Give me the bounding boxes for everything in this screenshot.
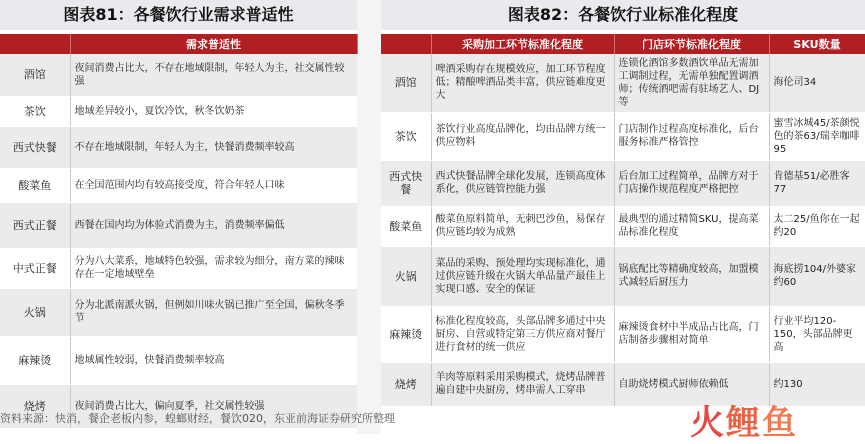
table-row — [0, 248, 357, 288]
demand-header-blank — [0, 34, 70, 54]
table-row — [0, 168, 357, 202]
category-cell: 酒馆 — [0, 54, 70, 96]
category-cell: 酸菜鱼 — [381, 206, 431, 246]
procurement-cell: 酸菜鱼原料简单，无刺巴沙鱼，易保存供应链均较为成熟 — [431, 206, 614, 246]
watermark-char: 鲤 — [726, 403, 762, 443]
category-cell: 西式快餐 — [0, 126, 70, 168]
sku-cell: 蜜雪冰城45/茶颜悦色的茶63/瑞幸咖啡95 — [769, 112, 865, 160]
watermark-logo — [690, 395, 798, 444]
procurement-cell: 啤酒采购存在规模效应，加工环节程度低；精酿啤酒品类丰富，供应链难度更大 — [431, 54, 614, 112]
standardization-table — [381, 34, 865, 407]
procurement-cell: 菜品的采购、预处理均实现标准化，通过供应链升级在火锅大单品量产最佳上实现口感、安全的保证 — [431, 246, 614, 306]
demand-header-label: 需求普适性 — [70, 34, 357, 54]
watermark-char: 火 — [690, 403, 726, 443]
right-figure-title: 图表82：各餐饮行业标准化程度 — [381, 0, 865, 30]
store-cell: 最典型的通过精简SKU，提高菜品标准化程度 — [614, 206, 769, 246]
std-header-sku: SKU数量 — [769, 34, 865, 54]
std-header-procurement: 采购加工环节标准化程度 — [431, 34, 614, 54]
table-row — [381, 160, 865, 206]
category-cell: 烧烤 — [381, 362, 431, 406]
category-cell: 茶饮 — [0, 96, 70, 126]
table-row — [381, 246, 865, 306]
procurement-cell: 西式快餐品牌全球化发展，连锁高度体系化，供应链管控能力强 — [431, 160, 614, 206]
procurement-cell: 茶饮行业高度品牌化，均由品牌方统一供应物料 — [431, 112, 614, 160]
table-row — [0, 126, 357, 168]
category-cell: 西式快餐 — [381, 160, 431, 206]
table-row — [0, 96, 357, 126]
standardization-table-header — [381, 34, 865, 54]
store-cell: 后台加工过程简单，品牌方对于门店操作规范程度严格把控 — [614, 160, 769, 206]
sku-cell: 海底捞104/外婆家约60 — [769, 246, 865, 306]
table-row — [381, 54, 865, 112]
demand-cell: 西餐在国内均为体验式消费为主，消费频率偏低 — [70, 202, 357, 248]
demand-cell: 夜间消费占比大，不存在地域限制，年轻人为主，社交属性较强 — [70, 54, 357, 96]
category-cell: 酒馆 — [381, 54, 431, 112]
table-row — [381, 306, 865, 362]
page-gutter — [357, 0, 381, 434]
table-row — [0, 336, 357, 384]
category-cell: 西式正餐 — [0, 202, 70, 248]
table-row — [0, 202, 357, 248]
demand-table — [0, 34, 358, 429]
category-cell: 烧烤 — [0, 384, 70, 428]
category-cell: 中式正餐 — [0, 248, 70, 288]
table-row — [381, 112, 865, 160]
left-figure-title: 图表81：各餐饮行业需求普适性 — [0, 0, 357, 30]
demand-cell: 夜间消费占比大，偏向夏季，社交属性较强 — [70, 384, 357, 428]
procurement-cell: 羊肉等原料采用采购模式，烧烤品牌普遍自建中央厨房，烤串需人工穿串 — [431, 362, 614, 406]
table-row — [381, 206, 865, 246]
demand-cell: 地域差异较小，夏饮冷饮，秋冬饮奶茶 — [70, 96, 357, 126]
source-note: 资料来源：快消，餐企老板内参，蝗螂财经，餐饮020，东亚前海证券研究所整理 — [0, 412, 395, 425]
category-cell: 酸菜鱼 — [0, 168, 70, 202]
store-cell: 锅底配比等精确度较高，加盟模式减轻后厨压力 — [614, 246, 769, 306]
table-row — [0, 54, 357, 96]
store-cell: 连锁化酒馆多数酒饮单品无需加工调制过程，无需单独配置调酒师；传统酒吧需有驻场艺人、DJ等 — [614, 54, 769, 112]
demand-cell: 在全国范围内均有较高接受度，符合年轻人口味 — [70, 168, 357, 202]
demand-cell: 分为八大菜系，地域特色较强，需求较为细分，南方菜的辣味存在一定地域壁垒 — [70, 248, 357, 288]
store-cell: 门店制作过程高度标准化，后台服务标准严格管控 — [614, 112, 769, 160]
sku-cell: 肯德基51/必胜客77 — [769, 160, 865, 206]
sku-cell: 太二25/鱼你在一起约20 — [769, 206, 865, 246]
sku-cell: 约130 — [769, 362, 865, 406]
sku-cell: 行业平均120-150，头部品牌更高 — [769, 306, 865, 362]
std-header-blank — [381, 34, 431, 54]
category-cell: 火锅 — [0, 288, 70, 336]
demand-cell: 不存在地域限制，年轻人为主，快餐消费频率较高 — [70, 126, 357, 168]
procurement-cell: 标准化程度较高，头部品牌多通过中央厨房、自营或特定第三方供应商对餐厅进行食材的统一供应 — [431, 306, 614, 362]
demand-table-header — [0, 34, 357, 54]
watermark-char: 鱼 — [762, 403, 798, 443]
category-cell: 麻辣烫 — [0, 336, 70, 384]
std-header-store: 门店环节标准化程度 — [614, 34, 769, 54]
category-cell: 茶饮 — [381, 112, 431, 160]
table-row — [0, 288, 357, 336]
sku-cell: 海伦司34 — [769, 54, 865, 112]
store-cell: 麻辣烫食材中半成品占比高，门店制备步骤相对简单 — [614, 306, 769, 362]
category-cell: 火锅 — [381, 246, 431, 306]
store-cell: 自助烧烤模式厨师依赖低 — [614, 362, 769, 406]
demand-cell: 分为北派南派火锅，但例如川味火锅已推广至全国，偏秋冬季节 — [70, 288, 357, 336]
category-cell: 麻辣烫 — [381, 306, 431, 362]
demand-cell: 地域属性较弱，快餐消费频率较高 — [70, 336, 357, 384]
